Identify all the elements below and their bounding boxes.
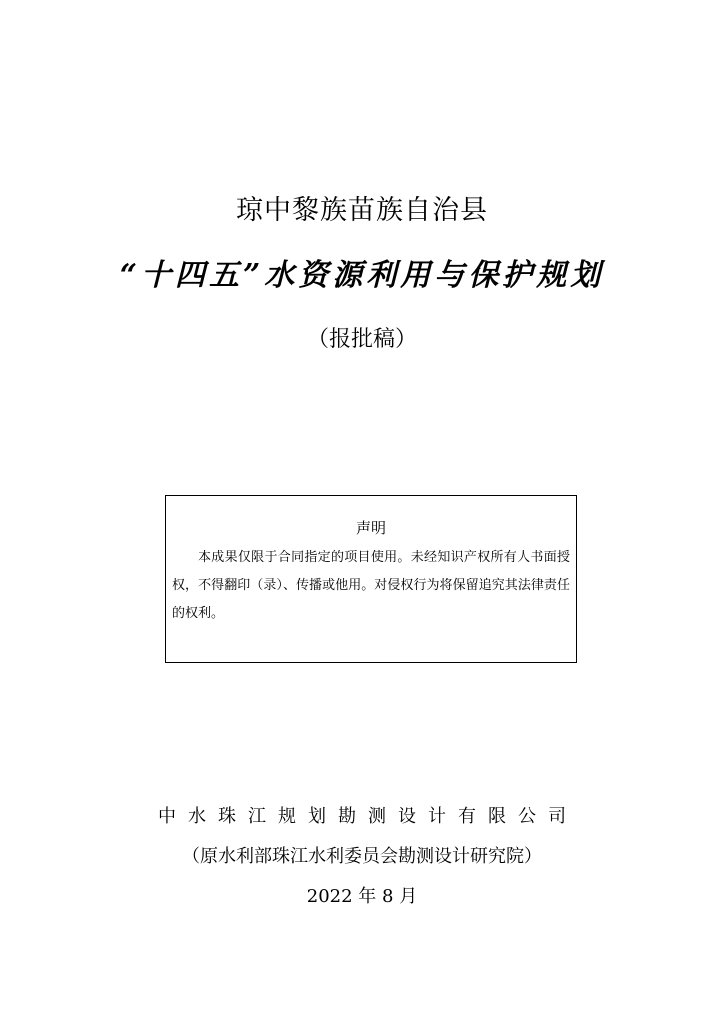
- copyright-notice-box: [165, 495, 577, 663]
- document-date: 2022 年 8 月: [306, 886, 418, 907]
- organization-former-name: （原水利部珠江水利委员会勘测设计研究院）: [182, 846, 542, 867]
- draft-status-label: （报批稿）: [306, 327, 417, 352]
- organization-name: 中水珠江规划勘测设计有限公司: [158, 806, 578, 827]
- notice-heading: 声明: [355, 519, 386, 537]
- county-name-title: 琼中黎族苗族自治县: [236, 195, 488, 226]
- plan-title: “十四五”水资源利用与保护规划: [119, 258, 605, 293]
- notice-body: 本成果仅限于合同指定的项目使用。未经知识产权所有人书面授权，不得翻印（录）、传播或他用。对侵权行为将保留追究其法律责任的权利。: [172, 550, 570, 621]
